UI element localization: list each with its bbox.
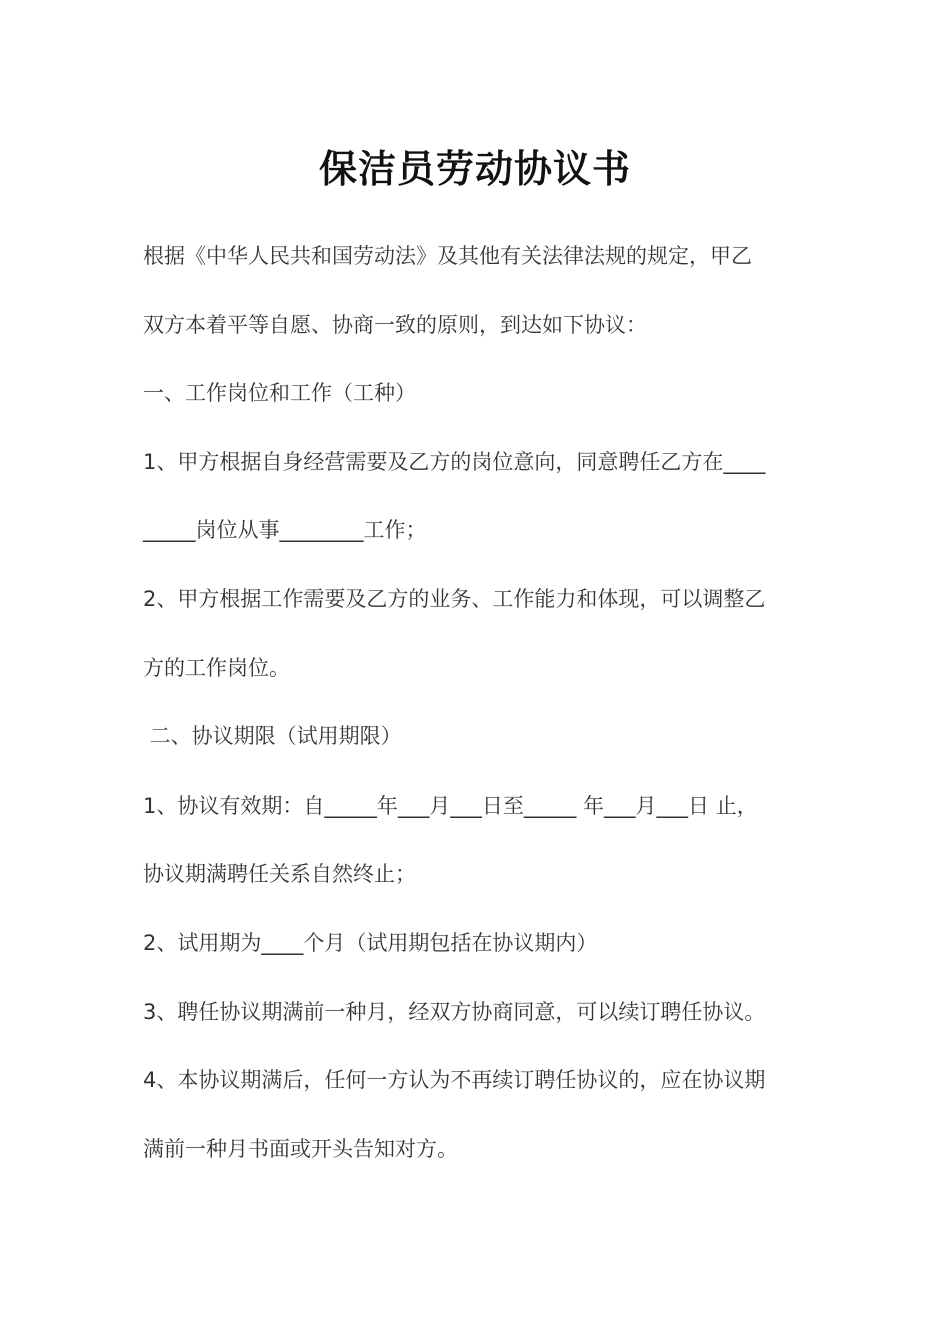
section-heading-1: 一、工作岗位和工作（工种） <box>143 381 416 405</box>
paragraph-line: 2、甲方根据工作需要及乙方的业务、工作能力和体现，可以调整乙 <box>143 587 766 611</box>
paragraph-line: 协议期满聘任关系自然终止； <box>143 862 416 886</box>
paragraph-line: 1、甲方根据自身经营需要及乙方的岗位意向，同意聘任乙方在____ <box>143 450 766 474</box>
section-heading-2: 二、协议期限（试用期限） <box>143 724 402 748</box>
paragraph-line: 4、本协议期满后，任何一方认为不再续订聘任协议的，应在协议期 <box>143 1068 766 1092</box>
paragraph-line: 2、试用期为____个月（试用期包括在协议期内） <box>143 931 598 955</box>
paragraph-line: _____岗位从事________工作； <box>143 518 427 542</box>
paragraph-line: 1、协议有效期：自_____年___月___日至_____ 年___月___日 止， <box>143 794 758 818</box>
paragraph-line: 方的工作岗位。 <box>143 656 290 680</box>
document-title: 保洁员劳动协议书 <box>318 146 631 191</box>
paragraph-line: 双方本着平等自愿、协商一致的原则，到达如下协议： <box>143 313 647 337</box>
paragraph-line: 满前一种月书面或开头告知对方。 <box>143 1137 458 1161</box>
paragraph-line: 3、聘任协议期满前一种月，经双方协商同意，可以续订聘任协议。 <box>143 1000 766 1024</box>
paragraph-line: 根据《中华人民共和国劳动法》及其他有关法律法规的规定，甲乙 <box>143 244 752 268</box>
